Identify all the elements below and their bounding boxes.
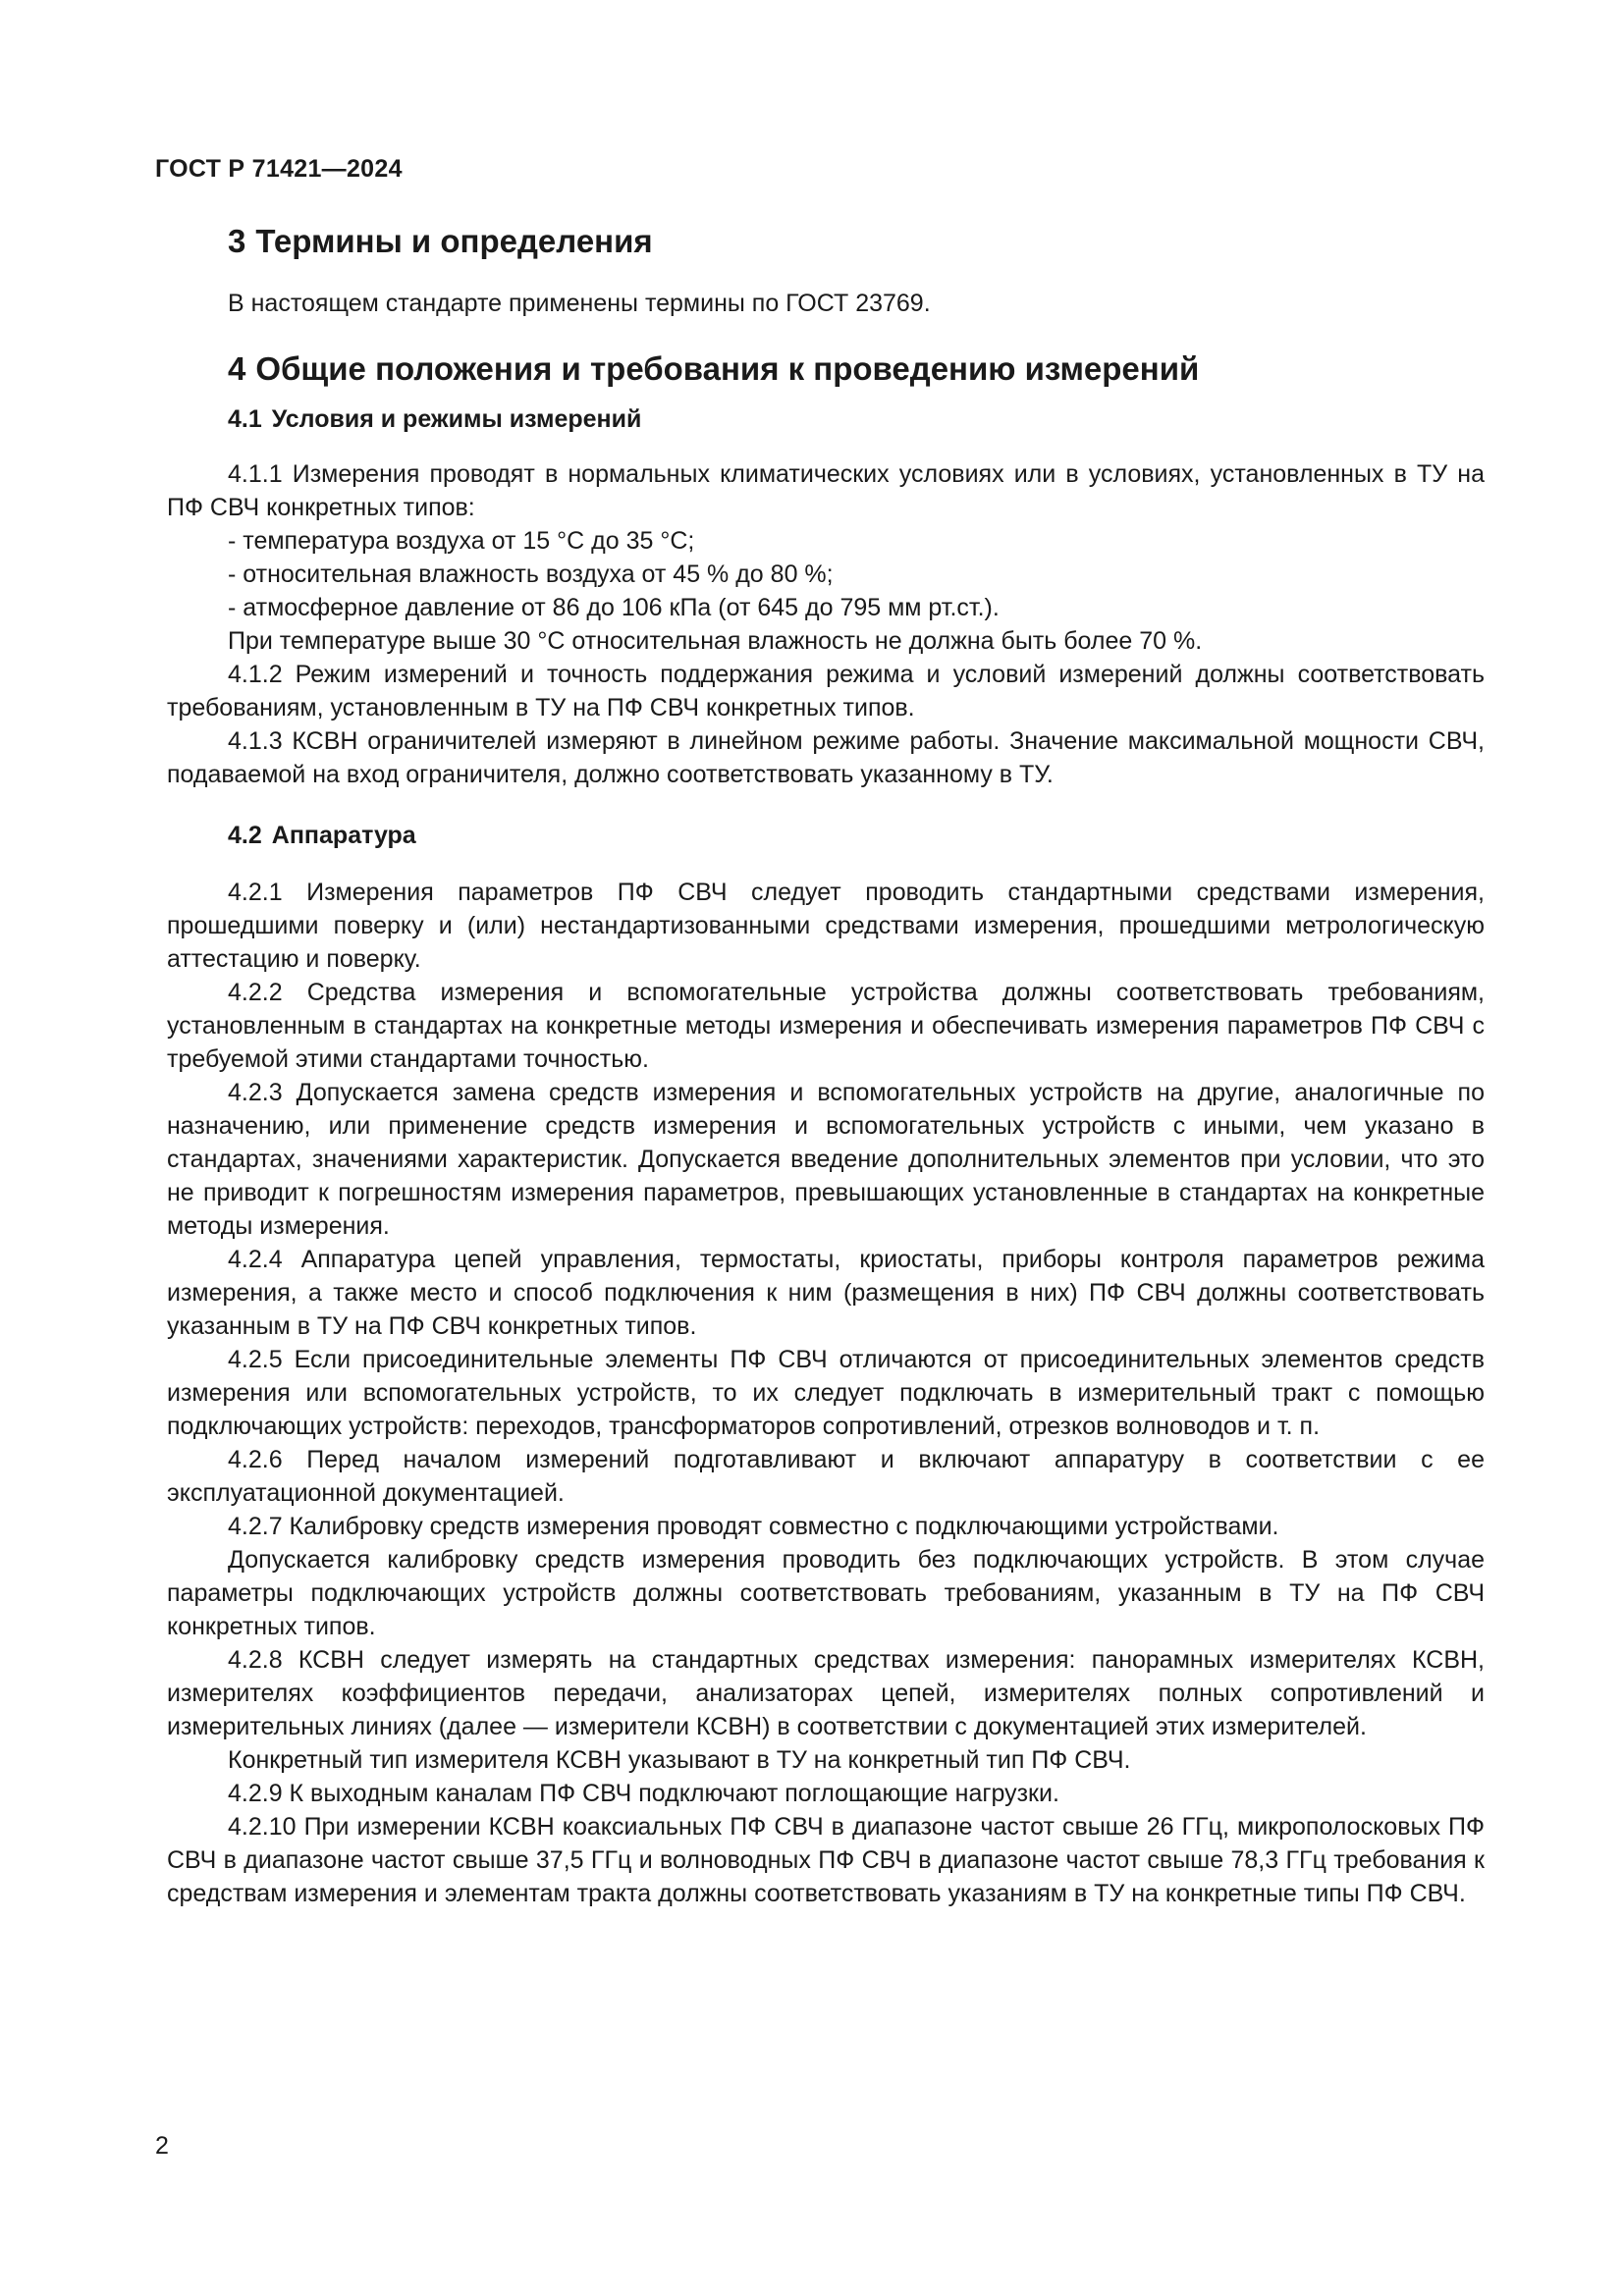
- document-code: ГОСТ Р 71421—2024: [155, 155, 403, 183]
- section-number: 4: [228, 350, 246, 387]
- paragraph-4-2-5: 4.2.5 Если присоединительные элементы ПФ СВЧ отличаются от присоединительных элементов средств измерения или вспомогательных устройств, то их следует подключать в измерительный тракт с помощью подключающих устройств: переходов, трансформаторов сопротивлений, отрезков волноводов и т. п.: [167, 1346, 1485, 1440]
- paragraph-4-2-8: 4.2.8 КСВН следует измерять на стандартных средствах измерения: панорамных измерителях КСВН, измерителях коэффициентов передачи, анализаторах цепей, измерителях полных сопротивлений и измерительных линиях (далее — измерители КСВН) в соответствии с документацией этих измерителей.: [167, 1646, 1485, 1740]
- paragraph-4-2-1: 4.2.1 Измерения параметров ПФ СВЧ следует проводить стандартными средствами измерения, прошедшими поверку и (или) нестандартизованными средствами измерения, прошедшими метрологическую аттестацию и поверку.: [167, 879, 1485, 973]
- paragraph-4-1-3: 4.1.3 КСВН ограничителей измеряют в линейном режиме работы. Значение максимальной мощности СВЧ, подаваемой на вход ограничителя, должно соответствовать указанному в ТУ.: [167, 727, 1485, 788]
- paragraph-4-2-7-continued: Допускается калибровку средств измерения проводить без подключающих устройств. В этом случае параметры подключающих устройств должны соответствовать требованиям, указанным в ТУ на ПФ СВЧ конкретных типов.: [167, 1546, 1485, 1640]
- list-item: - относительная влажность воздуха от 45 % до 80 %;: [228, 561, 834, 588]
- subsection-title: Условия и режимы измерений: [271, 405, 642, 433]
- section-title: Термины и определения: [255, 223, 653, 259]
- paragraph-4-2-10: 4.2.10 При измерении КСВН коаксиальных ПФ СВЧ в диапазоне частот свыше 26 ГГц, микрополосковых ПФ СВЧ в диапазоне частот свыше 37,5 ГГц и волноводных ПФ СВЧ в диапазоне частот свыше 78,3 ГГц требования к средствам измерения и элементам тракта должны соответствовать указаниям в ТУ на конкретные типы ПФ СВЧ.: [167, 1813, 1485, 1907]
- section-3-body: В настоящем стандарте применены термины по ГОСТ 23769.: [228, 290, 931, 317]
- paragraph-4-2-4: 4.2.4 Аппаратура цепей управления, термостаты, криостаты, приборы контроля параметров режима измерения, а также место и способ подключения к ним (размещения в них) ПФ СВЧ должны соответствовать указанным в ТУ на ПФ СВЧ конкретных типов.: [167, 1246, 1485, 1340]
- list-item: - температура воздуха от 15 °С до 35 °С;: [228, 527, 695, 555]
- section-title: Общие положения и требования к проведению измерений: [255, 350, 1200, 387]
- paragraph-4-2-3: 4.2.3 Допускается замена средств измерения и вспомогательных устройств на другие, аналогичные по назначению, или применение средств измерения и вспомогательных устройств с иными, чем указано в стандартах, значениями характеристик. Допускается введение дополнительных элементов при условии, что это не приводит к погрешностям измерения параметров, превышающих установленные в стандартах на конкретные методы измерения.: [167, 1079, 1485, 1240]
- section-3-heading: [167, 222, 1485, 261]
- page-content: [167, 222, 1485, 1910]
- paragraph-4-2-7: 4.2.7 Калибровку средств измерения проводят совместно с подключающими устройствами.: [228, 1513, 1279, 1540]
- paragraph-4-1-1: 4.1.1 Измерения проводят в нормальных климатических условиях или в условиях, установленных в ТУ на ПФ СВЧ конкретных типов:: [167, 460, 1485, 521]
- subsection-title: Аппаратура: [271, 822, 416, 849]
- paragraph-4-1-2: 4.1.2 Режим измерений и точность поддержания режима и условий измерений должны соответствовать требованиям, установленным в ТУ на ПФ СВЧ конкретных типов.: [167, 661, 1485, 721]
- section-number: 3: [228, 223, 246, 259]
- section-4-heading: [167, 349, 1485, 389]
- subsection-4-1-heading: [167, 402, 1485, 436]
- paragraph-4-2-9: 4.2.9 К выходным каналам ПФ СВЧ подключают поглощающие нагрузки.: [228, 1780, 1059, 1807]
- list-item: - атмосферное давление от 86 до 106 кПа (от 645 до 795 мм рт.ст.).: [228, 594, 1000, 621]
- paragraph-4-2-6: 4.2.6 Перед началом измерений подготавливают и включают аппаратуру в соответствии с ее эксплуатационной документацией.: [167, 1446, 1485, 1507]
- paragraph-4-2-2: 4.2.2 Средства измерения и вспомогательные устройства должны соответствовать требованиям, установленным в стандартах на конкретные методы измерения и обеспечивать измерения параметров ПФ СВЧ с требуемой этими стандартами точностью.: [167, 979, 1485, 1073]
- subsection-4-2-heading: [167, 819, 1485, 852]
- paragraph-note: При температуре выше 30 °С относительная влажность не должна быть более 70 %.: [228, 627, 1203, 655]
- page-number: 2: [155, 2132, 169, 2160]
- paragraph-4-2-8-continued: Конкретный тип измерителя КСВН указывают в ТУ на конкретный тип ПФ СВЧ.: [228, 1746, 1131, 1774]
- subsection-number: 4.1: [228, 405, 262, 433]
- subsection-number: 4.2: [228, 822, 262, 849]
